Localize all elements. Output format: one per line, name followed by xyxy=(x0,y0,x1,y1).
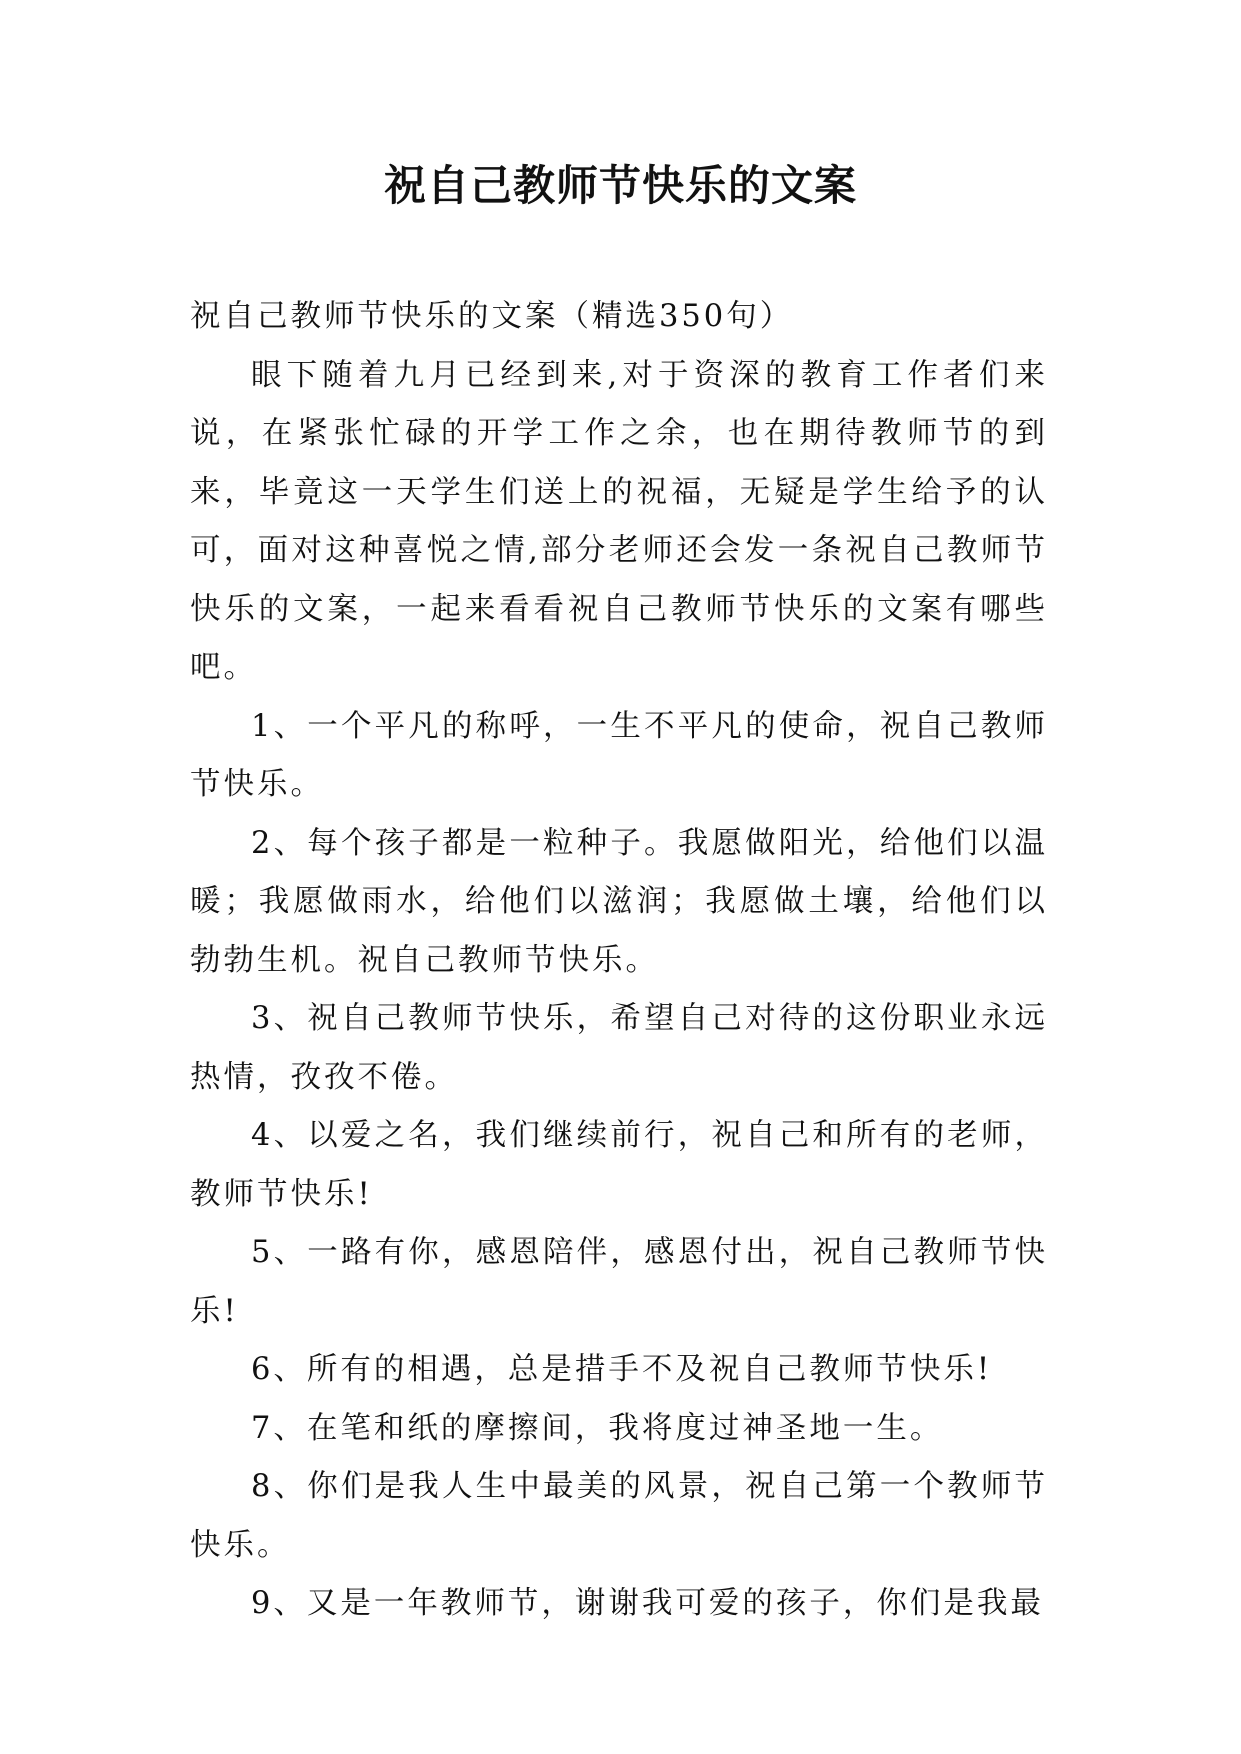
list-item: 7、在笔和纸的摩擦间，我将度过神圣地一生。 xyxy=(251,1410,944,1446)
list-item: 1、一个平凡的称呼，一生不平凡的使命，祝自己教师节快乐。 xyxy=(190,708,1048,802)
document-subtitle: 祝自己教师节快乐的文案（精选350句） xyxy=(190,299,794,334)
list-item: 5、一路有你，感恩陪伴，感恩付出，祝自己教师节快乐! xyxy=(190,1235,1048,1329)
list-item: 3、祝自己教师节快乐，希望自己对待的这份职业永远热情，孜孜不倦。 xyxy=(190,1001,1048,1095)
list-item: 2、每个孩子都是一粒种子。我愿做阳光，给他们以温暖；我愿做雨水，给他们以滋润；我愿做土壤，给他们以勃勃生机。祝自己教师节快乐。 xyxy=(190,825,1048,978)
document-body xyxy=(190,288,1048,1634)
intro-paragraph: 眼下随着九月已经到来,对于资深的教育工作者们来说，在紧张忙碌的开学工作之余，也在期待教师节的到来，毕竟这一天学生们送上的祝福，无疑是学生给予的认可，面对这种喜悦之情,部分老师还会发一条祝自己教师节快乐的文案，一起来看看祝自己教师节快乐的文案有哪些吧。 xyxy=(190,357,1048,685)
list-item: 6、所有的相遇，总是措手不及祝自己教师节快乐! xyxy=(251,1352,993,1387)
list-item: 8、你们是我人生中最美的风景，祝自己第一个教师节快乐。 xyxy=(190,1469,1048,1563)
list-item: 4、以爱之名，我们继续前行，祝自己和所有的老师，教师节快乐! xyxy=(190,1118,1048,1212)
list-item: 9、又是一年教师节，谢谢我可爱的孩子，你们是我最 xyxy=(251,1586,1044,1621)
document-title: 祝自己教师节快乐的文案 xyxy=(383,161,857,210)
